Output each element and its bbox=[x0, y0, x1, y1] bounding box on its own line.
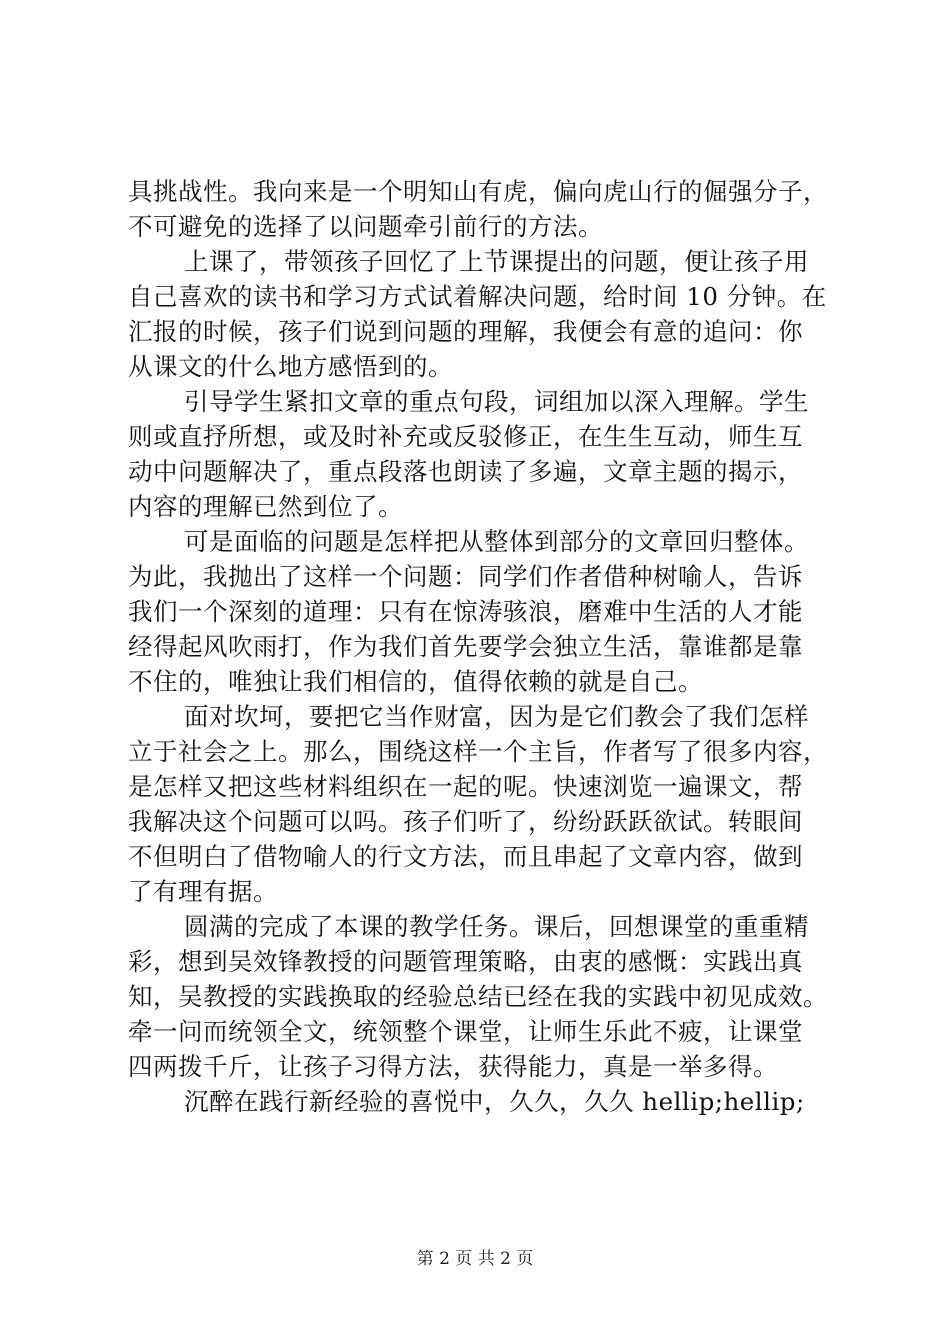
paragraph-line: 经得起风吹雨打，作为我们首先要学会独立生活，靠谁都是靠 bbox=[128, 632, 803, 661]
paragraph-line: 则或直抒所想，或及时补充或反驳修正，在生生互动，师生互 bbox=[128, 422, 803, 451]
paragraph bbox=[128, 524, 833, 699]
paragraph bbox=[128, 909, 833, 1084]
paragraph-line: 四两拨千斤，让孩子习得方法，获得能力，真是一举多得。 bbox=[128, 1052, 778, 1081]
paragraph-line: 动中问题解决了，重点段落也朗读了多遍，文章主题的揭示， bbox=[128, 457, 803, 486]
paragraph-line: 知，吴教授的实践换取的经验总结已经在我的实践中初见成效。 bbox=[128, 982, 828, 1011]
paragraph-line: 不但明白了借物喻人的行文方法，而且串起了文章内容，做到 bbox=[128, 842, 803, 871]
paragraph-line: 我解决这个问题可以吗。孩子们听了，纷纷跃跃欲试。转眼间 bbox=[128, 807, 803, 836]
paragraph-line: 自己喜欢的读书和学习方式试着解决问题，给时间 10 分钟。在 bbox=[128, 282, 827, 311]
paragraph-line: 上课了，带领孩子回忆了上节课提出的问题，便让孩子用 bbox=[184, 247, 809, 276]
paragraph bbox=[128, 384, 833, 524]
paragraph-line: 不住的，唯独让我们相信的，值得依赖的就是自己。 bbox=[128, 667, 703, 696]
paragraph-line: 不可避免的选择了以问题牵引前行的方法。 bbox=[128, 212, 603, 241]
paragraph-line: 引导学生紧扣文章的重点句段，词组加以深入理解。学生 bbox=[184, 387, 809, 416]
paragraph-line: 立于社会之上。那么，围绕这样一个主旨，作者写了很多内容， bbox=[128, 737, 828, 766]
paragraph-line: 面对坎坷，要把它当作财富，因为是它们教会了我们怎样 bbox=[184, 702, 809, 731]
paragraph bbox=[128, 699, 833, 909]
paragraph-line: 牵一问而统领全文，统领整个课堂，让师生乐此不疲，让课堂 bbox=[128, 1017, 803, 1046]
paragraph bbox=[128, 174, 833, 244]
paragraph-line: 沉醉在践行新经验的喜悦中，久久，久久 hellip;hellip; bbox=[184, 1087, 805, 1116]
paragraph-line: 具挑战性。我向来是一个明知山有虎，偏向虎山行的倔强分子， bbox=[128, 177, 828, 206]
paragraph-line: 从课文的什么地方感悟到的。 bbox=[128, 352, 453, 381]
paragraph-line: 是怎样又把这些材料组织在一起的呢。快速浏览一遍课文，帮 bbox=[128, 772, 803, 801]
paragraph-line: 圆满的完成了本课的教学任务。课后，回想课堂的重重精 bbox=[184, 912, 809, 941]
document-body bbox=[128, 174, 833, 1119]
page-footer: 第 2 页 共 2 页 bbox=[416, 1249, 534, 1269]
paragraph-line: 为此，我抛出了这样一个问题：同学们作者借种树喻人，告诉 bbox=[128, 562, 803, 591]
paragraph bbox=[128, 1084, 833, 1119]
paragraph bbox=[128, 244, 833, 384]
paragraph-line: 汇报的时候，孩子们说到问题的理解，我便会有意的追问：你 bbox=[128, 317, 803, 346]
paragraph-line: 彩，想到吴效锋教授的问题管理策略，由衷的感慨：实践出真 bbox=[128, 947, 803, 976]
paragraph-line: 内容的理解已然到位了。 bbox=[128, 492, 403, 521]
paragraph-line: 可是面临的问题是怎样把从整体到部分的文章回归整体。 bbox=[184, 527, 809, 556]
paragraph-line: 我们一个深刻的道理：只有在惊涛骇浪，磨难中生活的人才能 bbox=[128, 597, 803, 626]
paragraph-line: 了有理有据。 bbox=[128, 877, 278, 906]
